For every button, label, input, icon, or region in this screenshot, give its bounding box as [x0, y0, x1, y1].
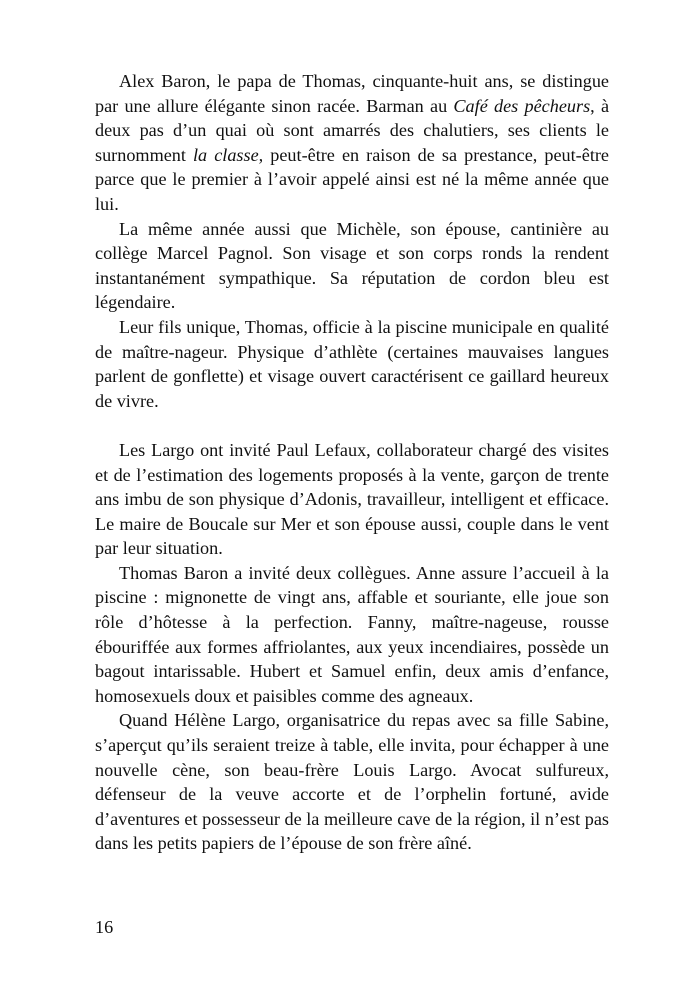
italic-title: Café des pêcheurs	[453, 95, 591, 116]
text-run: Thomas Baron a invité deux collègues. Anne assure l’accueil à la piscine : mignonette de vingt ans, affable et souriante, elle joue son rôle d’hôtesse à la perfection. Fanny, maître-nageuse, rousse ébouriffée aux formes affriolantes, aux yeux incendiaires, possède un bagout intarissable. Hubert et Samuel enfin, deux amis d’enfance, homosexuels doux et paisibles comme des agneaux.	[95, 562, 609, 706]
paragraph	[95, 708, 609, 856]
text-run: , à deux pas d’un quai où sont amarrés des chalutiers, ses clients le surnomment	[95, 95, 610, 165]
text-run: Les Largo ont invité Paul Lefaux, collaborateur chargé des visites et de l’estimation des logements proposés à la vente, garçon de trente ans imbu de son physique d’Adonis, travailleur, intelligent et efficace. Le maire de Boucale sur Mer et son épouse aussi, couple dans le vent par leur situation.	[95, 439, 609, 559]
body-text	[95, 69, 609, 856]
paragraph	[95, 438, 609, 561]
text-run: Leur fils unique, Thomas, officie à la piscine municipale en qualité de maître-nageur. Physique d’athlète (certaines mauvaises langues parlent de gonflette) et visage ouvert caractérisent ce gaillard heureux de vivre.	[95, 316, 609, 411]
italic-nickname: la classe,	[193, 144, 264, 165]
text-run: La même année aussi que Michèle, son épouse, cantinière au collège Marcel Pagnol. Son visage et son corps ronds la rendent instantanément sympathique. Sa réputation de cordon bleu est légendaire.	[95, 218, 609, 313]
text-run: Alex Baron, le papa de Thomas, cinquante-huit ans, se distingue par une allure élégante sinon racée. Barman au	[95, 71, 609, 116]
paragraph	[95, 315, 609, 413]
paragraph	[95, 217, 609, 315]
text-run: peut-être en raison de sa prestance, peut-être parce que le premier à l’avoir appelé ainsi est né la même année que lui.	[95, 144, 609, 214]
text-run: Quand Hélène Largo, organisatrice du repas avec sa fille Sabine, s’aperçut qu’ils seraient treize à table, elle invita, pour échapper à une nouvelle cène, son beau-frère Louis Largo. Avocat sulfureux, défenseur de la veuve accorte et de l’orphelin fortuné, avide d’aventures et possesseur de la meilleure cave de la région, il n’est pas dans les petits papiers de l’épouse de son frère aîné.	[95, 710, 609, 854]
page-number: 16	[95, 917, 114, 937]
paragraph	[95, 561, 609, 709]
paragraph	[95, 69, 609, 217]
